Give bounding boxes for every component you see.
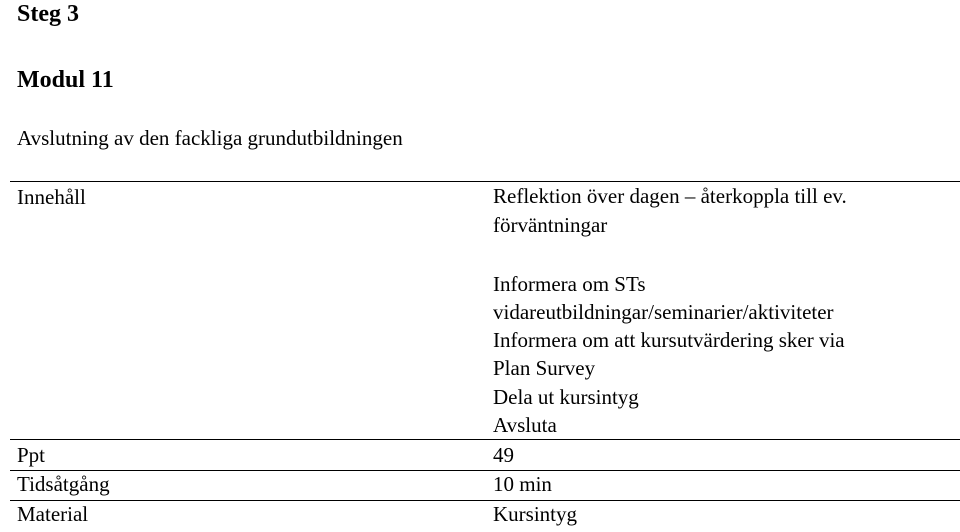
content-line-4: vidareutbildningar/seminarier/aktiviteter bbox=[493, 300, 834, 324]
step-title: Steg 3 bbox=[17, 1, 79, 27]
module-title: Modul 11 bbox=[17, 67, 114, 93]
row-divider bbox=[10, 439, 960, 440]
ppt-value: 49 bbox=[493, 443, 514, 467]
row-divider bbox=[10, 500, 960, 501]
content-line-6: Plan Survey bbox=[493, 356, 596, 380]
content-line-5: Informera om att kursutvärdering sker via bbox=[493, 328, 845, 352]
ppt-label: Ppt bbox=[17, 443, 46, 467]
row-divider bbox=[10, 470, 960, 471]
content-line-1: Reflektion över dagen – återkoppla till ev. bbox=[493, 184, 847, 208]
material-value: Kursintyg bbox=[493, 502, 577, 526]
content-line-7: Dela ut kursintyg bbox=[493, 385, 639, 409]
content-line-3: Informera om STs bbox=[493, 272, 646, 296]
module-subtitle: Avslutning av den fackliga grundutbildningen bbox=[17, 126, 403, 150]
content-label: Innehåll bbox=[17, 185, 86, 209]
time-label: Tidsåtgång bbox=[17, 472, 110, 496]
content-line-2: förväntningar bbox=[493, 213, 608, 237]
content-line-8: Avsluta bbox=[493, 413, 557, 437]
time-value: 10 min bbox=[493, 472, 552, 496]
material-label: Material bbox=[17, 502, 89, 526]
